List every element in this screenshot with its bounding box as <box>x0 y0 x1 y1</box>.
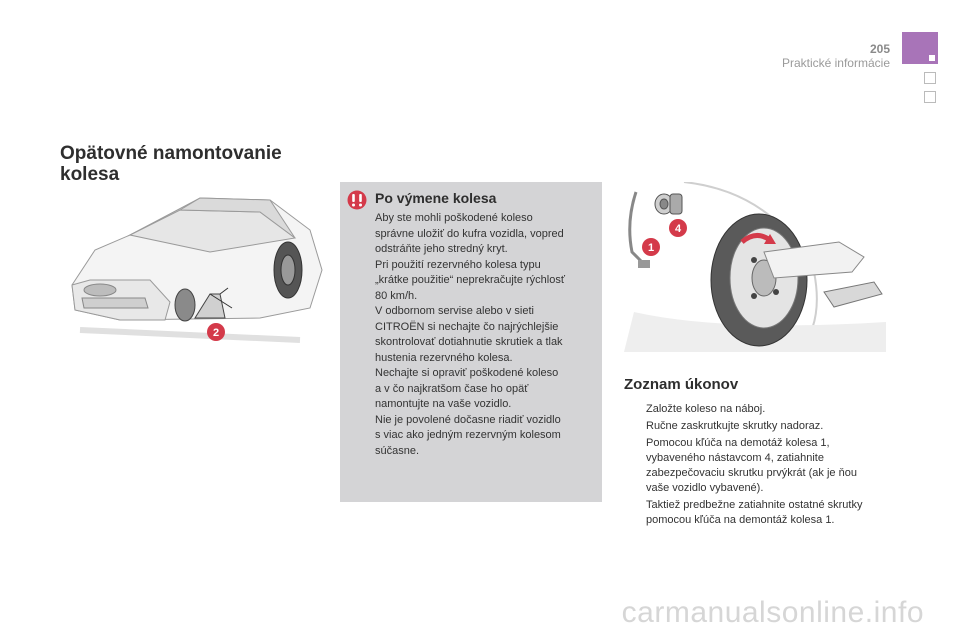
steps-title: Zoznam úkonov <box>624 376 739 393</box>
warning-line: V odbornom servise alebo v sieti <box>375 305 534 317</box>
wheel-bolts-illustration <box>624 182 886 352</box>
callout-1-label: 1 <box>647 242 655 254</box>
section-tab[interactable] <box>924 91 936 103</box>
warning-line: a v čo najkratšom čase ho opäť <box>375 382 529 395</box>
warning-line: hustenia rezervného kolesa. <box>375 351 513 364</box>
list-item <box>624 498 864 528</box>
warning-line: Nie je povolené dočasne riadiť vozidlo <box>375 413 561 426</box>
warning-line: súčasne. <box>375 444 420 457</box>
step-text: Ručne zaskrutkujte skrutky nadoraz. <box>646 420 824 432</box>
warning-line: s viac ako jedným rezervným kolesom <box>375 429 561 441</box>
warning-line: 80 km/h. <box>375 289 418 302</box>
warning-line: skontrolovať dotiahnutie skrutiek a tlak <box>375 336 563 348</box>
warning-line: CITROËN si nechajte čo najrýchlejšie <box>375 320 559 333</box>
warning-line: Pri použití rezervného kolesa typu <box>375 258 541 271</box>
warning-line: namontujte na vaše vozidlo. <box>375 398 512 410</box>
section-tab-active[interactable] <box>902 32 938 64</box>
warning-line: „krátke použitie“ neprekračujte rýchlosť <box>375 274 565 286</box>
step-text: Založte koleso na náboj. <box>646 403 766 415</box>
warning-line: Nechajte si opraviť poškodené koleso <box>375 367 559 379</box>
warning-line: správne uložiť do kufra vozidla, vopred <box>375 227 564 240</box>
step-text: Taktiež predbežne zatiahnite ostatné skrutky pomocou kľúča na demontáž kolesa 1. <box>646 499 863 526</box>
section-name: Praktické informácie <box>781 56 890 70</box>
warning-line: odstráňte jeho stredný kryt. <box>375 243 508 255</box>
step-text: Pomocou kľúča na demotáž kolesa 1, vybaveného nástavcom 4, zatiahnite zabezpečovaciu skrutku prvýkrát (ak je ňou vaše vozidlo vybavené). <box>646 437 857 494</box>
list-item <box>624 436 864 496</box>
warning-box <box>340 182 602 502</box>
exclamation-icon <box>347 190 367 210</box>
warning-text <box>375 211 597 459</box>
callout-4-label: 4 <box>674 223 682 235</box>
callout-2-label: 2 <box>212 327 220 339</box>
section-tab[interactable] <box>924 72 936 84</box>
page-title: Opätovné namontovanie kolesa <box>60 143 282 185</box>
watermark: carmanualsonline.info <box>621 596 924 629</box>
list-item <box>624 402 864 417</box>
warning-line: Aby ste mohli poškodené koleso <box>375 212 533 224</box>
warning-title: Po výmene kolesa <box>375 190 497 206</box>
tab-marker <box>929 55 935 61</box>
car-jack-illustration <box>60 190 330 360</box>
page-number: 205 <box>869 42 890 56</box>
steps-list <box>624 402 864 530</box>
list-item <box>624 419 864 434</box>
